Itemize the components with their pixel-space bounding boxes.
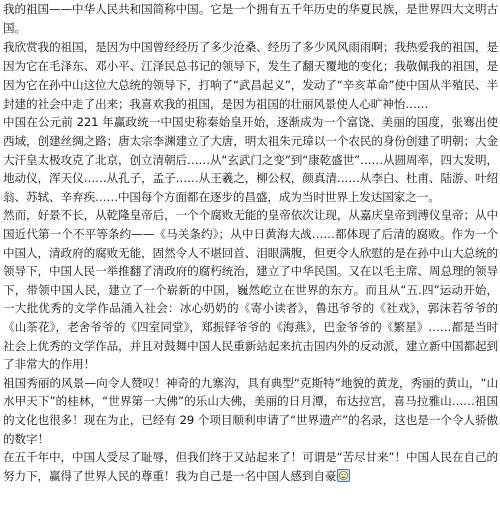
scenery-paragraph: 祖国秀丽的风景—向令人赞叹！神奇的九寨沟，具有典型“克斯特”地貌的黄龙，秀丽的黄山，“山水甲天下”的桂林，“世界第一大佛”的乐山大佛，美丽的日月潭，布达拉宫，喜马拉雅山……祖国的文化也很多！现在为止，已经有 29 个项目顺利申请了“世界遗产”的名录，这也是一个令人骄傲的数字！ <box>3 375 498 446</box>
conclusion-text: 在五千年中，中国人受尽了耻辱，但我们终于又站起来了！可谓是“苦尽甘来”！中国人民在自己的努力下，赢得了世界人民的尊重！我为自己是一名中国人感到自豪 <box>3 450 498 484</box>
appreciation-paragraph: 我欣赏我的祖国，是因为中国曾经经历了多少沧桑、经历了多少风风雨雨啊；我热爱我的祖国，是因为它在毛泽东、邓小平、江泽民总书记的领导下，发生了翻天覆地的变化；我敬佩我的祖国，是因为它在孙中山这位大总统的领导下，打响了“武昌起义”，发动了“辛亥革命”使中国从半殖民、半封建的社会中走了出来；我喜欢我的祖国，是因为祖国的壮丽风景使人心旷神怡…… <box>3 39 498 111</box>
emoticon-icon <box>337 469 350 482</box>
conclusion-paragraph <box>3 448 498 486</box>
intro-paragraph: 我的祖国——中华人民共和国简称中国。它是一个拥有五千年历史的华夏民族，是世界四大文明古国。 <box>3 2 498 35</box>
modern-history-paragraph: 然而，好景不长，从乾隆皇帝后，一个个腐败无能的皇帝依次让现，从嘉庆皇帝到溥仪皇帝；从中国近代第一个不平等条约——《马关条约》；从中日黄海大战……都体现了后清的腐败。作为一个中国人，清政府的腐败无能，固然令人不堪回首、泪眼满腹，但更令人欣慰的是在孙中山大总统的领导下，中国人民一举推翻了清政府的腐朽统治，建立了中华民国。又在以毛主席、周总理的领导下，带领中国人民，建立了一个崭新的中国，巍然屹立在世界的东方。而且从“五.四”运动开始，一大批优秀的文学作品涌入社会：冰心奶奶的《寄小读者》，鲁迅爷爷的《社戏》，郭沫若爷爷的《山茶花》，老舍爷爷的《四室同堂》，郑振铎爷爷的《海燕》，巴金爷爷的《繁星》……都是当时社会上优秀的文学作品，并且对鼓舞中国人民重新站起来抗击国内外的反动派，建立新中国都起到了非常大的作用！ <box>3 208 498 372</box>
history-paragraph: 中国在公元前 221 年赢政统一中国史称秦始皇开始，逐渐成为一个富饶、美丽的国度，张骞出使西域，创建丝绸之路；唐太宗李渊建立了大唐，明太祖朱元璋以一个农民的身份创建了明朝；大金大汗皇太极攻克了北京，创立清朝后……从“玄武门之变”到“康乾盛世”……从圆周率，四大发明，地动仪，浑天仪……从孔子，孟子……从王羲之，柳公权，颜真清……从李白、杜甫、陆游、叶绍翁、苏轼、辛弃疾……中国每个方面都在逐步的昌盛，成为当时世界上发达国家之一。 <box>3 115 498 204</box>
